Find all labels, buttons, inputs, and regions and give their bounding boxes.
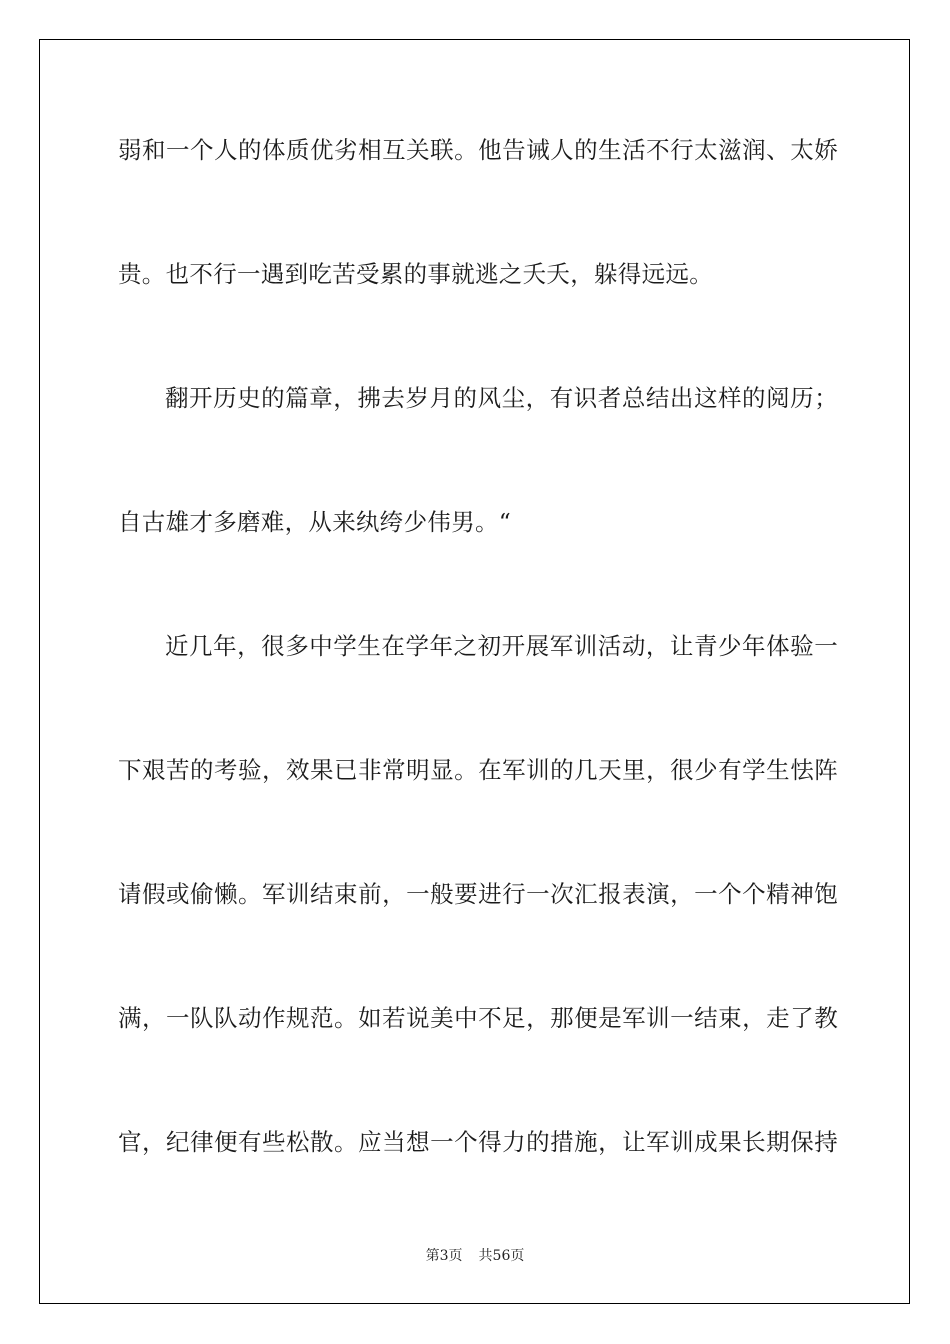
- page-total: 共56页: [478, 1248, 525, 1264]
- paragraph-line-9: 官，纪律便有些松散。应当想一个得力的措施，让军训成果长期保持: [118, 1128, 838, 1156]
- paragraph-line-2: 贵。也不行一遇到吃苦受累的事就逃之夭夭，躲得远远。: [118, 260, 713, 288]
- paragraph-line-8: 满，一队队动作规范。如若说美中不足，那便是军训一结束，走了教: [118, 1004, 838, 1032]
- paragraph-line-5: 近几年，很多中学生在学年之初开展军训活动，让青少年体验一: [165, 632, 838, 660]
- page-number: 第3页: [425, 1248, 463, 1264]
- paragraph-line-4: 自古雄才多磨难，从来纨绔少伟男。“: [118, 508, 512, 536]
- paragraph-line-6: 下艰苦的考验，效果已非常明显。在军训的几天里，很少有学生怯阵: [118, 756, 838, 784]
- paragraph-line-3: 翻开历史的篇章，拂去岁月的风尘，有识者总结出这样的阅历；: [165, 384, 838, 412]
- paragraph-line-7: 请假或偷懒。军训结束前，一般要进行一次汇报表演，一个个精神饱: [118, 880, 838, 908]
- page-footer: [0, 1244, 950, 1268]
- paragraph-line-1: 弱和一个人的体质优劣相互关联。他告诫人的生活不行太滋润、太娇: [118, 136, 838, 164]
- page-border: [39, 39, 910, 1304]
